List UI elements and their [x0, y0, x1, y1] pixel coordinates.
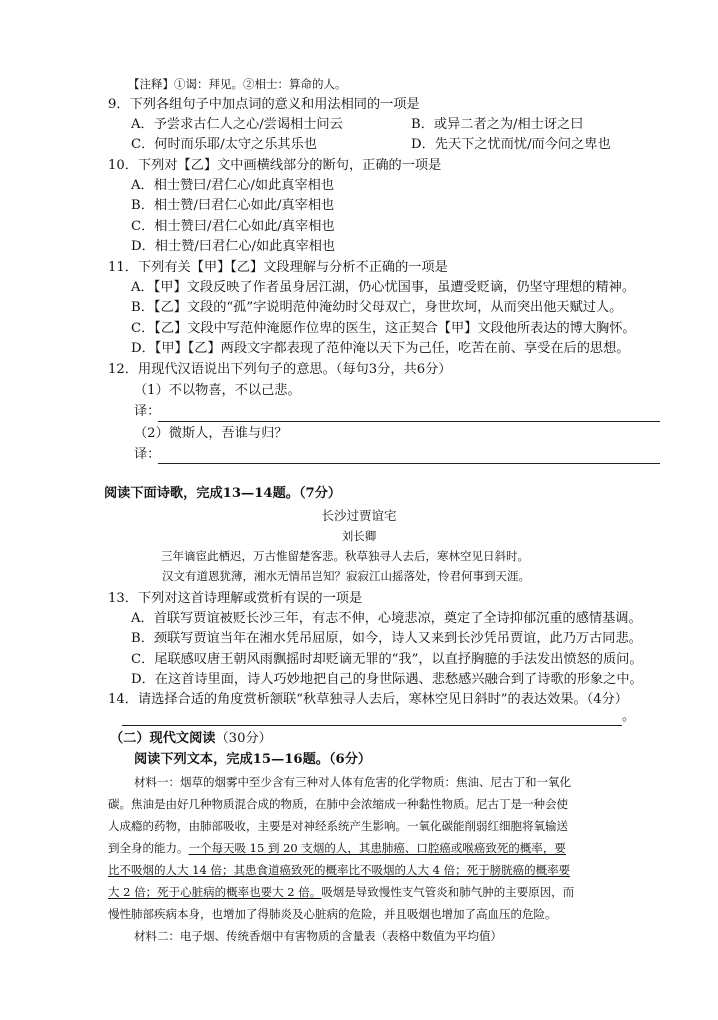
- q10-option-b: B．相士赞/曰君仁心如此/真宰相也: [131, 198, 335, 213]
- q12-answer-line-1[interactable]: [158, 408, 660, 422]
- material-2-caption: 材料二：电子烟、传统香烟中有害物质的含量表（表格中数值为平均值）: [134, 929, 502, 943]
- poem-line-1: 三年谪宦此栖迟，万古惟留楚客悲。秋草独寻人去后，寒林空见日斜时。: [161, 549, 529, 563]
- q12-sentence-2: （2）微斯人，吾谁与归？: [134, 426, 288, 441]
- question-13-stem: 13．下列对这首诗理解或赏析有误的一项是: [108, 591, 363, 606]
- modern-reading-score: （30分）: [215, 731, 272, 746]
- q13-option-d: D．在这首诗里面，诗人巧妙地把自己的身世际遇、悲愁感兴融合到了诗歌的形象之中。: [131, 672, 643, 687]
- q9-option-c: C．何时而乐耶/太守之乐其乐也: [131, 137, 317, 152]
- q11-option-c: C．【乙】文段中写范仲淹愿作位卑的医生，这正契合【甲】文段他所表达的博大胸怀。: [131, 321, 636, 336]
- poem-author: 刘长卿: [341, 529, 377, 543]
- question-11-stem: 11．下列有关【甲】【乙】文段理解与分析不正确的一项是: [108, 260, 448, 275]
- q9-option-a: A．予尝求古仁人之心/尝谒相士问云: [131, 117, 343, 132]
- material-1-underlined-2: 比不吸烟的人大 14 倍；其患食道癌致死的概率比不吸烟的人大 4 倍；死于膀胱癌的概率要: [108, 863, 571, 877]
- q12-translation-1-label: 译：: [134, 404, 161, 419]
- q11-option-b: B．【乙】文段的“孤”字说明范仲淹幼时父母双亡，身世坎坷，从而突出他天赋过人。: [131, 300, 623, 315]
- material-1-underlined-1: 一个每天吸 15 到 20 支烟的人，其患肺癌、口腔癌或喉癌致死的概率，要: [188, 841, 566, 855]
- q13-option-a: A．首联写贾谊被贬长沙三年，有志不伸，心境悲凉，奠定了全诗抑郁沉重的感情基调。: [131, 611, 642, 626]
- poem-title: 长沙过贾谊宅: [321, 508, 397, 523]
- material-1-line-3: 人成瘾的药物，由肺部吸收，主要是对神经系统产生影响。一氧化碳能削弱红细胞将氧输送: [108, 819, 568, 833]
- q11-option-d: D．【甲】【乙】两段文字都表现了范仲淹以天下为己任，吃苦在前、享受在后的思想。: [131, 341, 630, 356]
- q13-option-c: C．尾联感叹唐王朝风雨飘摇时却贬谪无罪的“我”，以直抒胸臆的手法发出愤怒的质问。: [131, 652, 643, 667]
- material-1-line-6-text: 吸烟是导致慢性支气管炎和肺气肿的主要原因，而: [321, 885, 575, 899]
- poem-line-2: 汉文有道恩犹薄，湘水无情吊岂知？寂寂江山摇落处，怜君何事到天涯。: [162, 569, 530, 583]
- material-1-line-2: 碳。焦油是由好几种物质混合成的物质，在肺中会浓缩成一种黏性物质。尼古丁是一种会使: [108, 797, 568, 811]
- modern-reading-heading: [110, 730, 272, 748]
- q10-option-d: D．相士赞/曰君仁心/如此真宰相也: [131, 239, 336, 254]
- q12-answer-line-2[interactable]: [158, 450, 660, 464]
- question-12-stem: 12．用现代汉语说出下列句子的意思。（每句3分，共6分）: [108, 362, 452, 377]
- modern-reading-intro: 阅读下列文本，完成15—16题。（6分）: [134, 752, 372, 767]
- modern-reading-title: （二）现代文阅读: [110, 731, 216, 746]
- q12-translation-2-label: 译：: [134, 447, 161, 462]
- material-1-line-6: [108, 883, 574, 901]
- q10-option-a: A．相士赞曰/君仁心/如此真宰相也: [131, 178, 335, 193]
- q12-sentence-1: （1）不以物喜，不以己悲。: [134, 383, 301, 398]
- q11-option-a: A．【甲】文段反映了作者虽身居江湖，仍心忧国事，虽遭受贬谪，仍坚守理想的精神。: [131, 280, 636, 295]
- material-1-underlined-3: 大 2 倍；死于心脏病的概率也要大 2 倍。: [108, 885, 322, 899]
- material-1-line-1: 材料一：烟草的烟雾中至少含有三种对人体有危害的化学物质：焦油、尼古丁和一氧化: [134, 775, 571, 789]
- question-10-stem: 10．下列对【乙】文中画横线部分的断句，正确的一项是: [108, 158, 442, 173]
- q14-answer-end-mark: 。: [622, 709, 636, 724]
- question-9-stem: 9．下列各组句子中加点词的意义和用法相同的一项是: [108, 97, 420, 112]
- annotation-note: 【注释】①谒：拜见。②相士：算命的人。: [128, 77, 347, 91]
- material-1-line-4: [108, 839, 566, 857]
- q9-option-d: D．先天下之忧而忧/而今问之卑也: [411, 137, 611, 152]
- material-1-line-4-text: 到全身的能力。: [108, 841, 189, 855]
- material-1-line-7: 慢性肺部疾病本身，也增加了得肺炎及心脏病的危险，并且吸烟也增加了高血压的危险。: [108, 907, 557, 921]
- q14-answer-line[interactable]: [122, 712, 622, 726]
- question-14-stem: 14．请选择合适的角度赏析颔联“秋草独寻人去后，寒林空见日斜时”的表达效果。（4分）: [108, 692, 628, 707]
- poem-section-intro: 阅读下面诗歌，完成13—14题。（7分）: [104, 486, 342, 501]
- q13-option-b: B．颈联写贾谊当年在湘水凭吊屈原，如今，诗人又来到长沙凭吊贾谊，此乃万古同悲。: [131, 631, 642, 646]
- q9-option-b: B．或异二者之为/相士讶之曰: [411, 117, 584, 132]
- q10-option-c: C．相士赞曰/君仁心如此/真宰相也: [131, 219, 335, 234]
